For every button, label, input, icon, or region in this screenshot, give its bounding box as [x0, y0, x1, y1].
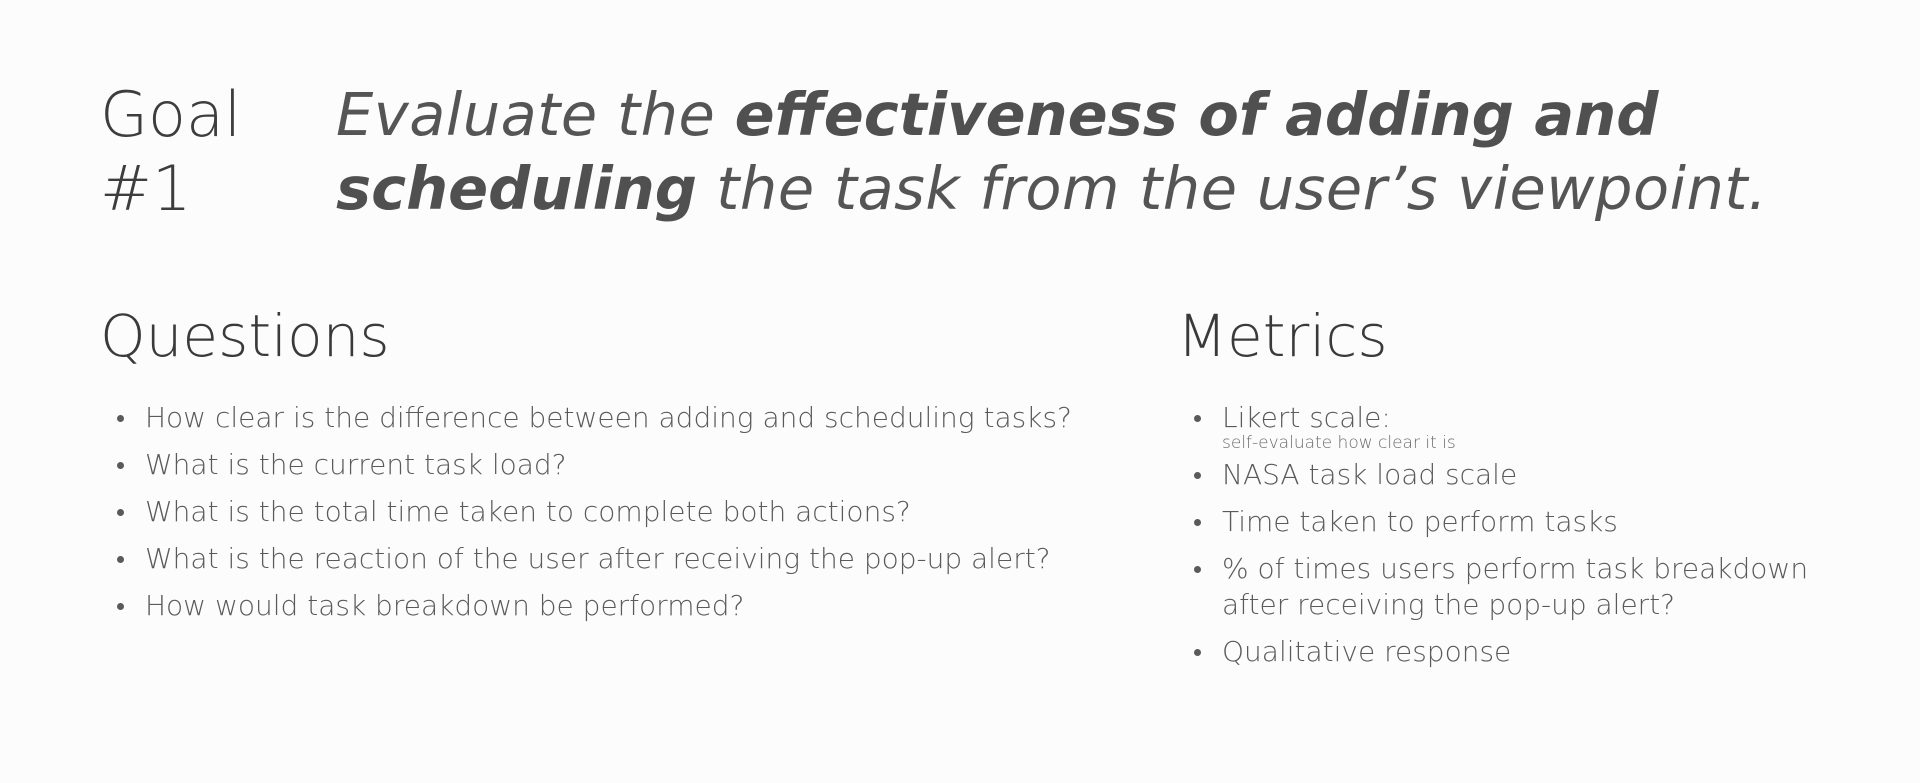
metric-item — [1177, 634, 1877, 670]
goal-statement-emphasis: effectiveness of adding and scheduling — [336, 80, 1659, 223]
question-text: How clear is the difference between adding and scheduling tasks? — [145, 401, 1072, 434]
bullet-dot-icon — [117, 603, 124, 610]
question-text: How would task breakdown be performed? — [145, 589, 745, 622]
bullet-dot-icon — [1194, 472, 1201, 479]
metric-item — [1177, 551, 1877, 623]
question-item — [100, 400, 1140, 436]
bullet-dot-icon — [117, 415, 124, 422]
metric-text: Likert scale: — [1222, 401, 1391, 434]
goal-label-number: #1 — [100, 152, 192, 225]
bullet-dot-icon — [1194, 566, 1201, 573]
metric-item — [1177, 504, 1877, 540]
goal-label — [100, 78, 300, 226]
goal-statement-prefix: Evaluate the — [336, 80, 735, 149]
metric-subtext: self-evaluate how clear it is — [1222, 433, 1456, 453]
metric-text: Qualitative response — [1222, 635, 1512, 668]
bullet-dot-icon — [117, 509, 124, 516]
question-item — [100, 541, 1140, 577]
metrics-section — [1177, 300, 1877, 668]
questions-list — [100, 400, 1140, 635]
question-item — [100, 588, 1140, 624]
bullet-dot-icon — [117, 462, 124, 469]
question-item — [100, 447, 1140, 483]
questions-heading: Questions — [100, 302, 390, 370]
metric-text: Time taken to perform tasks — [1222, 505, 1618, 538]
goal-label-word: Goal — [100, 78, 242, 151]
bullet-dot-icon — [117, 556, 124, 563]
bullet-dot-icon — [1194, 519, 1201, 526]
metric-text: NASA task load scale — [1222, 458, 1518, 491]
questions-section — [100, 300, 1140, 622]
metric-item — [1177, 400, 1877, 452]
question-text: What is the current task load? — [145, 448, 567, 481]
question-item — [100, 494, 1140, 530]
question-text: What is the total time taken to complete both actions? — [145, 495, 911, 528]
metrics-heading: Metrics — [1177, 302, 1388, 370]
metric-text: % of times users perform task breakdown after receiving the pop-up alert? — [1222, 552, 1809, 621]
bullet-dot-icon — [1194, 415, 1201, 422]
question-text: What is the reaction of the user after receiving the pop-up alert? — [145, 542, 1051, 575]
goal-statement — [336, 78, 1896, 226]
metric-item — [1177, 457, 1877, 493]
metrics-list — [1177, 400, 1877, 681]
goal-statement-suffix: the task from the user’s viewpoint. — [697, 154, 1768, 223]
bullet-dot-icon — [1194, 649, 1201, 656]
